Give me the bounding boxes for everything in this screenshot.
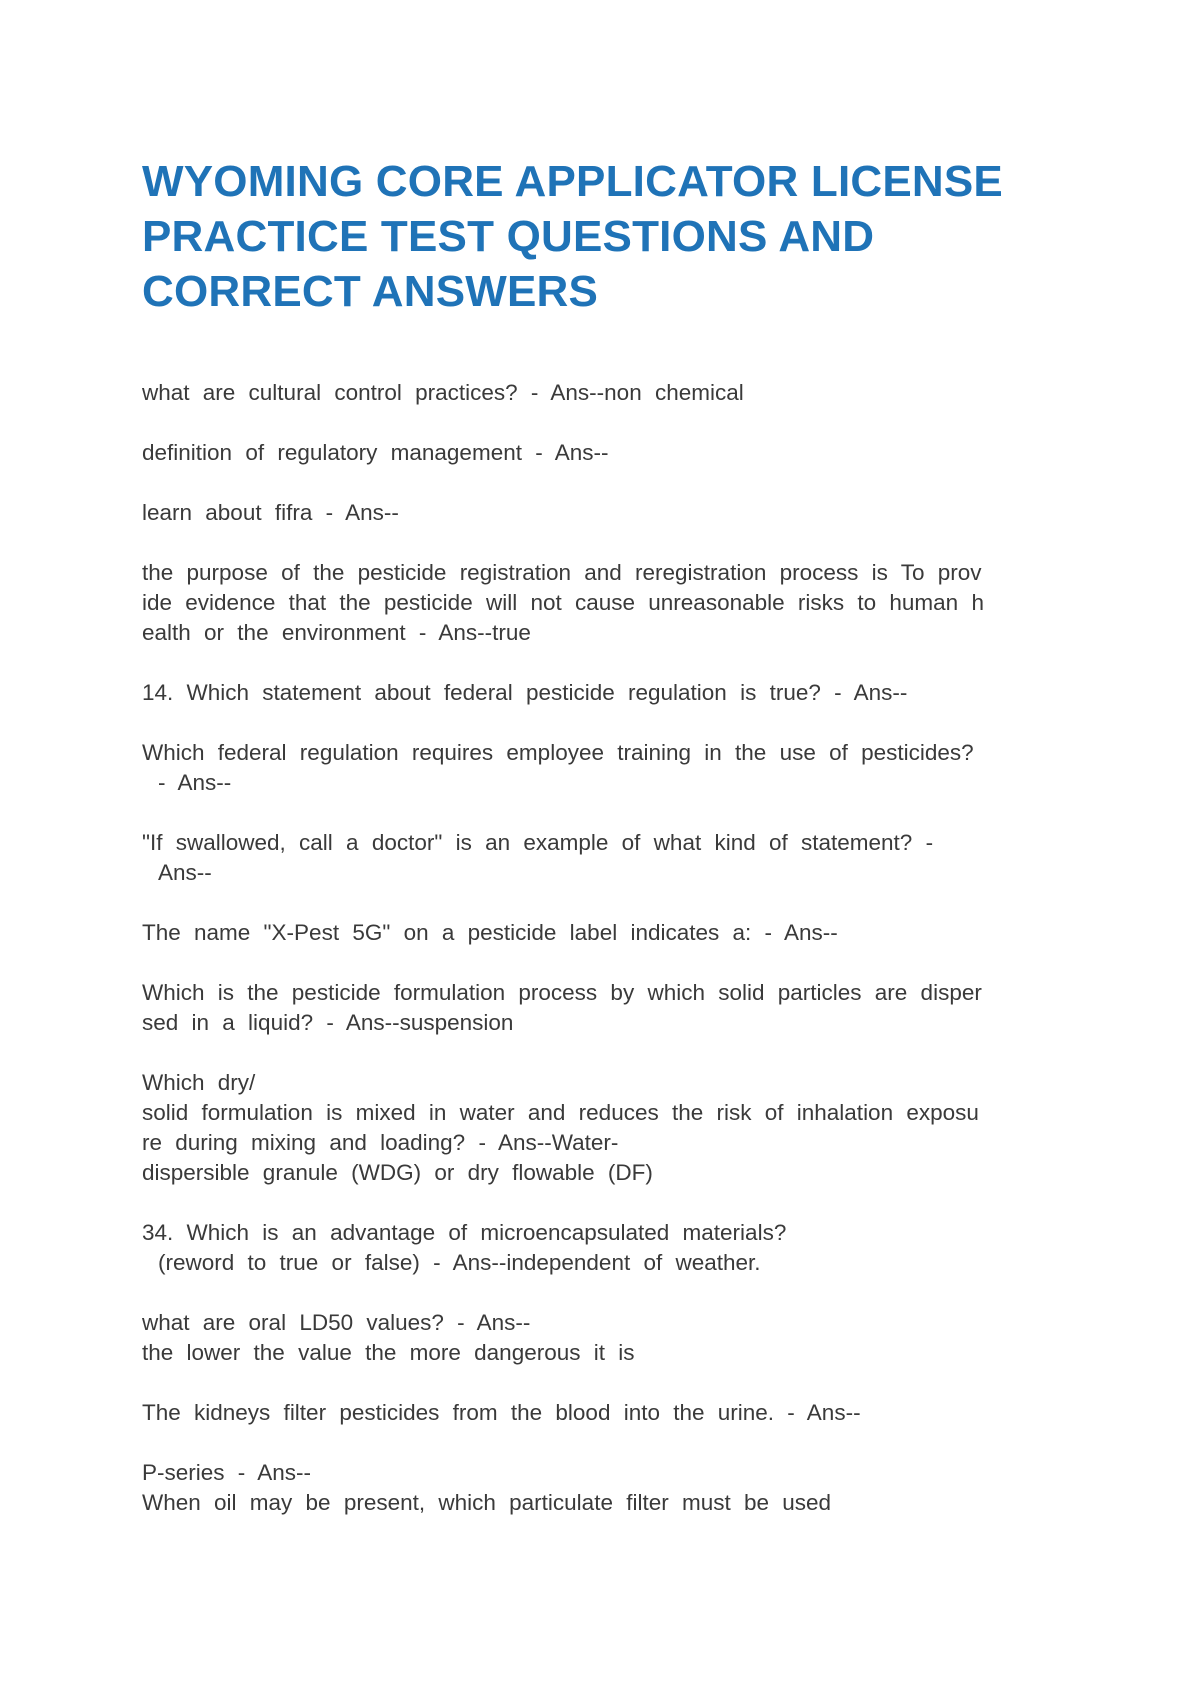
qa-line: re during mixing and loading? - Ans--Water-: [142, 1130, 619, 1155]
qa-line: 34. Which is an advantage of microencapsulated materials?: [142, 1220, 787, 1245]
qa-line: - Ans--: [158, 770, 232, 795]
qa-item: [142, 1308, 1062, 1368]
qa-line: ealth or the environment - Ans--true: [142, 620, 531, 645]
title-line: CORRECT ANSWERS: [142, 267, 599, 316]
qa-line: learn about fifra - Ans--: [142, 500, 399, 525]
qa-item: [142, 678, 1062, 708]
qa-line: Which federal regulation requires employee training in the use of pesticides?: [142, 740, 974, 765]
qa-item: [142, 1068, 1062, 1188]
qa-line: Which dry/: [142, 1070, 256, 1095]
qa-item: [142, 1458, 1062, 1518]
document-title: [142, 154, 1062, 319]
qa-line: ide evidence that the pesticide will not cause unreasonable risks to human h: [142, 590, 984, 615]
qa-item: [142, 828, 1062, 888]
qa-list: [142, 378, 1062, 1548]
title-line: WYOMING CORE APPLICATOR LICENSE: [142, 157, 1003, 206]
qa-line: Which is the pesticide formulation process by which solid particles are disper: [142, 980, 982, 1005]
qa-line: (reword to true or false) - Ans--independent of weather.: [158, 1250, 761, 1275]
qa-item: [142, 978, 1062, 1038]
qa-line: what are oral LD50 values? - Ans--: [142, 1310, 531, 1335]
qa-line: 14. Which statement about federal pesticide regulation is true? - Ans--: [142, 680, 908, 705]
qa-item: [142, 918, 1062, 948]
qa-line: solid formulation is mixed in water and reduces the risk of inhalation exposu: [142, 1100, 979, 1125]
qa-item: [142, 438, 1062, 468]
qa-item: [142, 738, 1062, 798]
qa-line: When oil may be present, which particulate filter must be used: [142, 1490, 832, 1515]
qa-line: sed in a liquid? - Ans--suspension: [142, 1010, 514, 1035]
qa-line: what are cultural control practices? - Ans--non chemical: [142, 380, 744, 405]
qa-line: the purpose of the pesticide registration and reregistration process is To prov: [142, 560, 982, 585]
qa-item: [142, 378, 1062, 408]
qa-line: P-series - Ans--: [142, 1460, 312, 1485]
qa-item: [142, 1218, 1062, 1278]
qa-line: Ans--: [158, 860, 212, 885]
qa-item: [142, 498, 1062, 528]
qa-line: dispersible granule (WDG) or dry flowable (DF): [142, 1160, 653, 1185]
title-line: PRACTICE TEST QUESTIONS AND: [142, 212, 875, 261]
qa-line: the lower the value the more dangerous it is: [142, 1340, 635, 1365]
qa-item: [142, 558, 1062, 648]
qa-line: The name "X-Pest 5G" on a pesticide label indicates a: - Ans--: [142, 920, 838, 945]
qa-line: definition of regulatory management - Ans--: [142, 440, 609, 465]
qa-line: The kidneys filter pesticides from the blood into the urine. - Ans--: [142, 1400, 861, 1425]
qa-item: [142, 1398, 1062, 1428]
qa-line: "If swallowed, call a doctor" is an example of what kind of statement? -: [142, 830, 934, 855]
